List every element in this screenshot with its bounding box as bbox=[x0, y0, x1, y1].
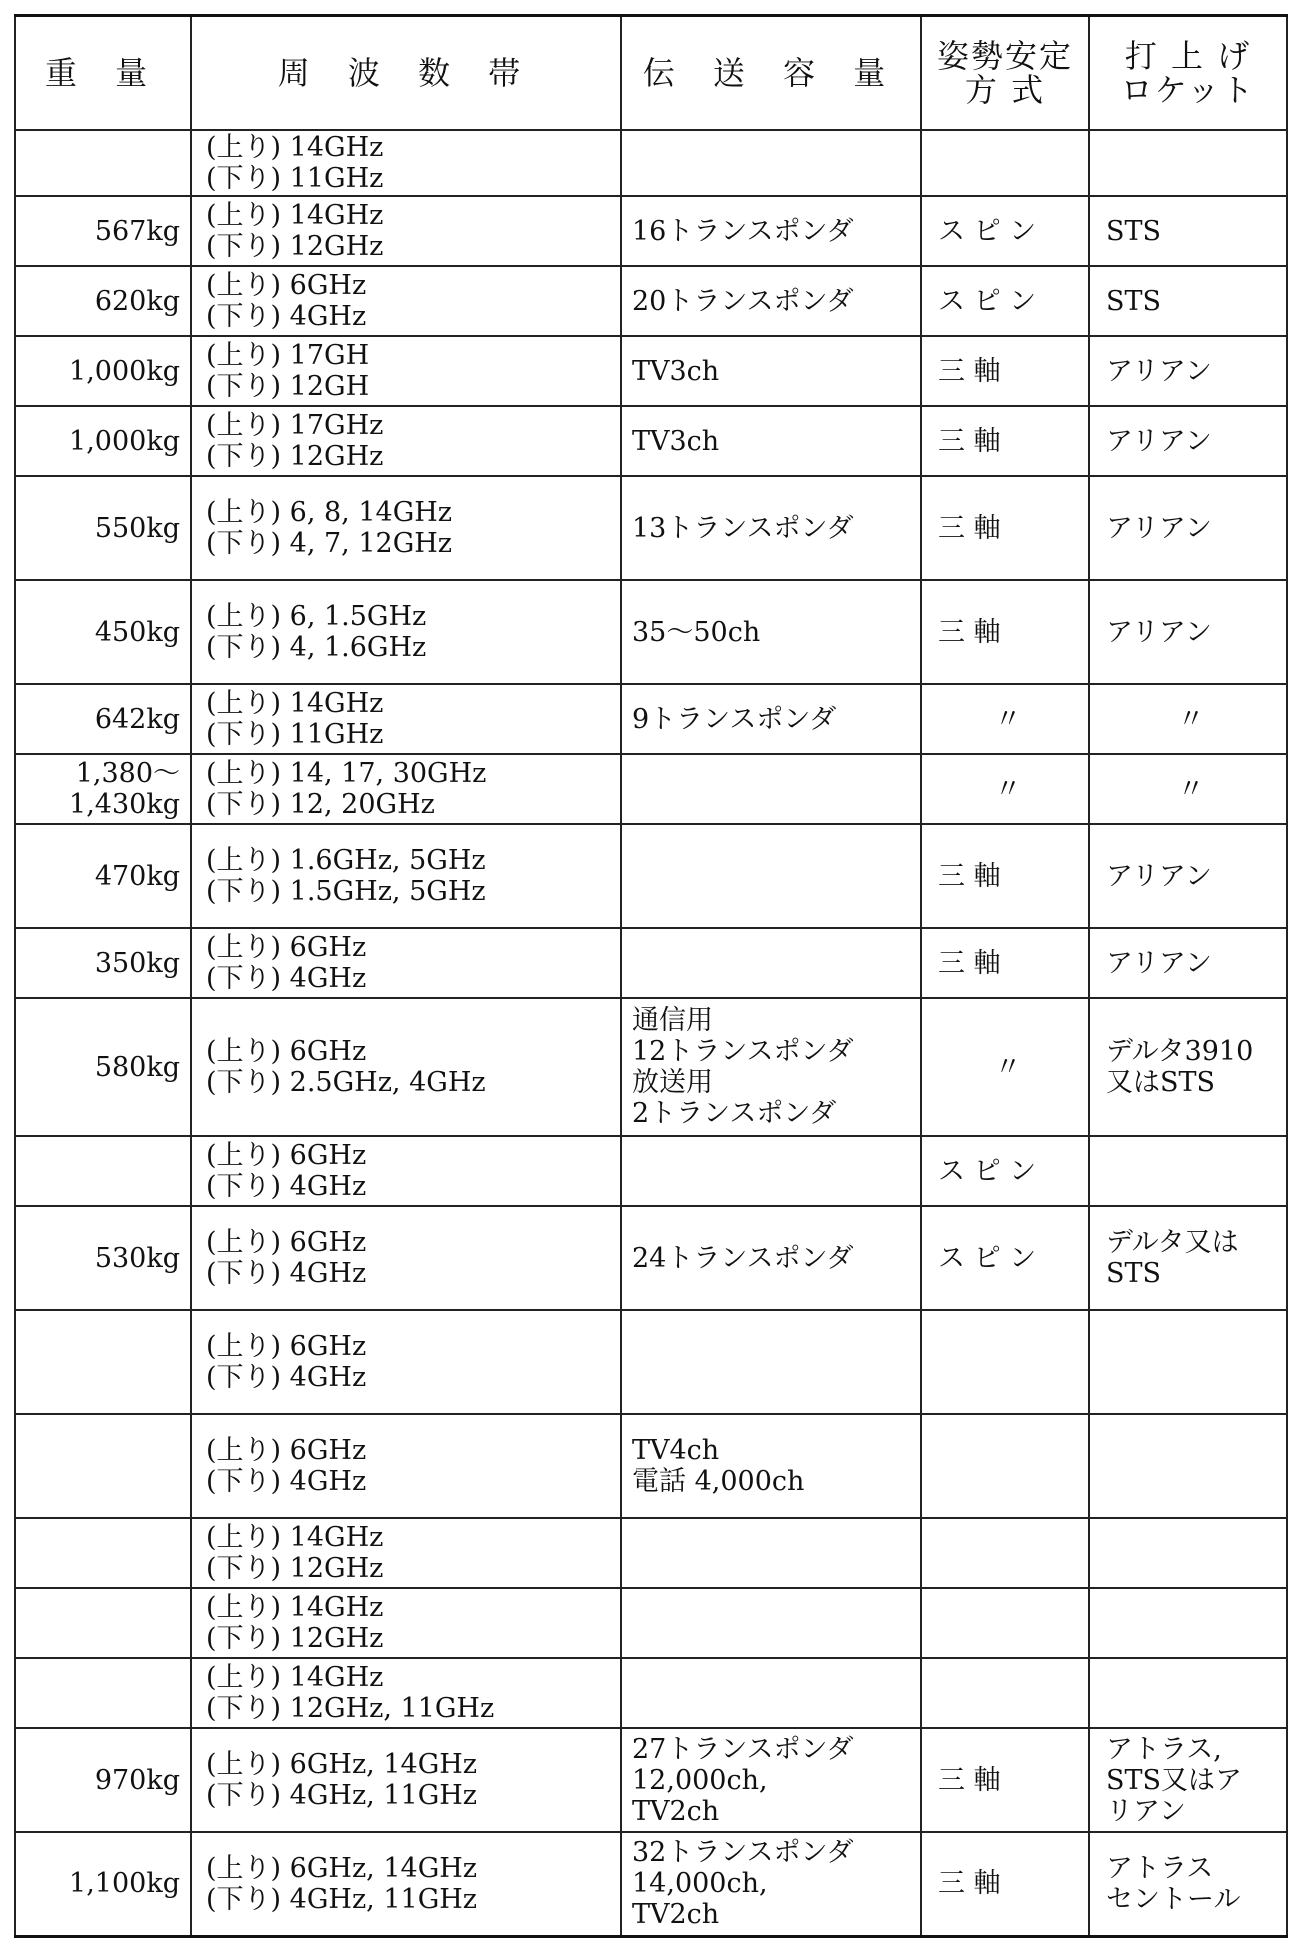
header-attitude bbox=[921, 16, 1089, 131]
attitude-cell bbox=[921, 1414, 1089, 1518]
band-cell: (上り) 6GHz, 14GHz (下り) 4GHz, 11GHz bbox=[191, 1832, 621, 1936]
weight-cell: 350kg bbox=[15, 928, 191, 998]
attitude-cell: 三 軸 bbox=[921, 580, 1089, 684]
weight-cell: 1,100kg bbox=[15, 1832, 191, 1936]
band-cell: (上り) 6GHz, 14GHz (下り) 4GHz, 11GHz bbox=[191, 1728, 621, 1832]
table-row bbox=[15, 1588, 1287, 1658]
rocket-cell: STS bbox=[1089, 196, 1287, 266]
attitude-cell: 〃 bbox=[921, 684, 1089, 754]
weight-cell bbox=[15, 1658, 191, 1728]
weight-cell bbox=[15, 1414, 191, 1518]
attitude-cell: 三 軸 bbox=[921, 1832, 1089, 1936]
rocket-cell: デルタ3910 又はSTS bbox=[1089, 998, 1287, 1136]
attitude-cell: 三 軸 bbox=[921, 928, 1089, 998]
header-attitude-line1: 姿勢安定 bbox=[936, 37, 1073, 75]
capacity-cell: 13トランスポンダ bbox=[621, 476, 921, 580]
band-cell: (上り) 6GHz (下り) 2.5GHz, 4GHz bbox=[191, 998, 621, 1136]
capacity-cell: 32トランスポンダ 14,000ch, TV2ch bbox=[621, 1832, 921, 1936]
rocket-cell: アリアン bbox=[1089, 928, 1287, 998]
capacity-cell: TV3ch bbox=[621, 336, 921, 406]
attitude-cell: 〃 bbox=[921, 754, 1089, 824]
attitude-cell: 三 軸 bbox=[921, 824, 1089, 928]
attitude-cell: 三 軸 bbox=[921, 406, 1089, 476]
table-row bbox=[15, 1728, 1287, 1832]
weight-cell: 567kg bbox=[15, 196, 191, 266]
capacity-cell bbox=[621, 1518, 921, 1588]
attitude-cell: ス ピ ン bbox=[921, 1136, 1089, 1206]
band-cell: (上り) 17GH (下り) 12GH bbox=[191, 336, 621, 406]
table-row bbox=[15, 1414, 1287, 1518]
capacity-cell: 通信用 12トランスポンダ 放送用 2トランスポンダ bbox=[621, 998, 921, 1136]
capacity-cell bbox=[621, 1658, 921, 1728]
attitude-cell: 三 軸 bbox=[921, 336, 1089, 406]
weight-cell: 530kg bbox=[15, 1206, 191, 1310]
capacity-cell: 20トランスポンダ bbox=[621, 266, 921, 336]
capacity-cell: 35〜50ch bbox=[621, 580, 921, 684]
attitude-cell: 三 軸 bbox=[921, 1728, 1089, 1832]
rocket-cell: アリアン bbox=[1089, 406, 1287, 476]
band-cell: (上り) 1.6GHz, 5GHz (下り) 1.5GHz, 5GHz bbox=[191, 824, 621, 928]
table-row bbox=[15, 1518, 1287, 1588]
table-row bbox=[15, 476, 1287, 580]
capacity-cell bbox=[621, 130, 921, 196]
band-cell: (上り) 6GHz (下り) 4GHz bbox=[191, 1206, 621, 1310]
satellite-spec-table bbox=[14, 14, 1288, 1938]
table-row bbox=[15, 684, 1287, 754]
rocket-cell bbox=[1089, 130, 1287, 196]
band-cell: (上り) 6GHz (下り) 4GHz bbox=[191, 1414, 621, 1518]
band-cell: (上り) 6GHz (下り) 4GHz bbox=[191, 928, 621, 998]
weight-cell: 1,380〜 1,430kg bbox=[15, 754, 191, 824]
table-row bbox=[15, 928, 1287, 998]
rocket-cell: アリアン bbox=[1089, 580, 1287, 684]
attitude-cell: ス ピ ン bbox=[921, 266, 1089, 336]
weight-cell: 970kg bbox=[15, 1728, 191, 1832]
band-cell: (上り) 6, 1.5GHz (下り) 4, 1.6GHz bbox=[191, 580, 621, 684]
attitude-cell bbox=[921, 1310, 1089, 1414]
header-band: 周 波 数 帯 bbox=[191, 16, 621, 131]
attitude-cell bbox=[921, 130, 1089, 196]
weight-cell: 642kg bbox=[15, 684, 191, 754]
capacity-cell bbox=[621, 824, 921, 928]
table-row bbox=[15, 754, 1287, 824]
capacity-cell: 9トランスポンダ bbox=[621, 684, 921, 754]
weight-cell: 550kg bbox=[15, 476, 191, 580]
weight-cell bbox=[15, 1518, 191, 1588]
table-row bbox=[15, 1658, 1287, 1728]
table-row bbox=[15, 266, 1287, 336]
capacity-cell: 16トランスポンダ bbox=[621, 196, 921, 266]
attitude-cell bbox=[921, 1658, 1089, 1728]
rocket-cell: 〃 bbox=[1089, 754, 1287, 824]
band-cell: (上り) 14GHz (下り) 11GHz bbox=[191, 130, 621, 196]
band-cell: (上り) 6GHz (下り) 4GHz bbox=[191, 1310, 621, 1414]
table-row bbox=[15, 1310, 1287, 1414]
attitude-cell bbox=[921, 1518, 1089, 1588]
band-cell: (上り) 14GHz (下り) 12GHz, 11GHz bbox=[191, 1658, 621, 1728]
band-cell: (上り) 14GHz (下り) 12GHz bbox=[191, 196, 621, 266]
rocket-cell bbox=[1089, 1518, 1287, 1588]
header-weight: 重 量 bbox=[15, 16, 191, 131]
attitude-cell bbox=[921, 1588, 1089, 1658]
capacity-cell: TV3ch bbox=[621, 406, 921, 476]
header-capacity: 伝 送 容 量 bbox=[621, 16, 921, 131]
weight-cell: 470kg bbox=[15, 824, 191, 928]
rocket-cell: アリアン bbox=[1089, 336, 1287, 406]
band-cell: (上り) 14GHz (下り) 12GHz bbox=[191, 1588, 621, 1658]
band-cell: (上り) 14GHz (下り) 11GHz bbox=[191, 684, 621, 754]
header-rocket-line2: ロケット bbox=[1120, 71, 1256, 109]
rocket-cell bbox=[1089, 1414, 1287, 1518]
weight-cell: 1,000kg bbox=[15, 336, 191, 406]
weight-cell: 1,000kg bbox=[15, 406, 191, 476]
band-cell: (上り) 14, 17, 30GHz (下り) 12, 20GHz bbox=[191, 754, 621, 824]
table-row bbox=[15, 998, 1287, 1136]
table-body bbox=[15, 130, 1287, 1936]
header-rocket-line1: 打 上 げ bbox=[1124, 37, 1252, 75]
rocket-cell bbox=[1089, 1310, 1287, 1414]
capacity-cell bbox=[621, 1588, 921, 1658]
rocket-cell: デルタ又は STS bbox=[1089, 1206, 1287, 1310]
capacity-cell bbox=[621, 754, 921, 824]
header-attitude-line2: 方 式 bbox=[964, 71, 1046, 109]
header-rocket bbox=[1089, 16, 1287, 131]
weight-cell bbox=[15, 1310, 191, 1414]
band-cell: (上り) 17GHz (下り) 12GHz bbox=[191, 406, 621, 476]
table-row bbox=[15, 1136, 1287, 1206]
capacity-cell bbox=[621, 928, 921, 998]
attitude-cell: ス ピ ン bbox=[921, 1206, 1089, 1310]
table-row bbox=[15, 406, 1287, 476]
band-cell: (上り) 6GHz (下り) 4GHz bbox=[191, 266, 621, 336]
table-row bbox=[15, 824, 1287, 928]
table-row bbox=[15, 1206, 1287, 1310]
rocket-cell: 〃 bbox=[1089, 684, 1287, 754]
rocket-cell: アリアン bbox=[1089, 476, 1287, 580]
rocket-cell: アリアン bbox=[1089, 824, 1287, 928]
rocket-cell: アトラス, STS又はア リアン bbox=[1089, 1728, 1287, 1832]
table-row bbox=[15, 196, 1287, 266]
rocket-cell: STS bbox=[1089, 266, 1287, 336]
capacity-cell bbox=[621, 1136, 921, 1206]
band-cell: (上り) 6GHz (下り) 4GHz bbox=[191, 1136, 621, 1206]
rocket-cell: アトラス セントール bbox=[1089, 1832, 1287, 1936]
band-cell: (上り) 6, 8, 14GHz (下り) 4, 7, 12GHz bbox=[191, 476, 621, 580]
capacity-cell: 27トランスポンダ 12,000ch, TV2ch bbox=[621, 1728, 921, 1832]
attitude-cell: ス ピ ン bbox=[921, 196, 1089, 266]
weight-cell: 450kg bbox=[15, 580, 191, 684]
weight-cell: 620kg bbox=[15, 266, 191, 336]
table-row bbox=[15, 130, 1287, 196]
table-row bbox=[15, 580, 1287, 684]
attitude-cell: 三 軸 bbox=[921, 476, 1089, 580]
capacity-cell: 24トランスポンダ bbox=[621, 1206, 921, 1310]
capacity-cell bbox=[621, 1310, 921, 1414]
band-cell: (上り) 14GHz (下り) 12GHz bbox=[191, 1518, 621, 1588]
weight-cell: 580kg bbox=[15, 998, 191, 1136]
rocket-cell bbox=[1089, 1136, 1287, 1206]
attitude-cell: 〃 bbox=[921, 998, 1089, 1136]
table-row bbox=[15, 1832, 1287, 1936]
capacity-cell: TV4ch 電話 4,000ch bbox=[621, 1414, 921, 1518]
weight-cell bbox=[15, 130, 191, 196]
table-row bbox=[15, 336, 1287, 406]
weight-cell bbox=[15, 1588, 191, 1658]
weight-cell bbox=[15, 1136, 191, 1206]
header-row bbox=[15, 16, 1287, 131]
rocket-cell bbox=[1089, 1588, 1287, 1658]
rocket-cell bbox=[1089, 1658, 1287, 1728]
